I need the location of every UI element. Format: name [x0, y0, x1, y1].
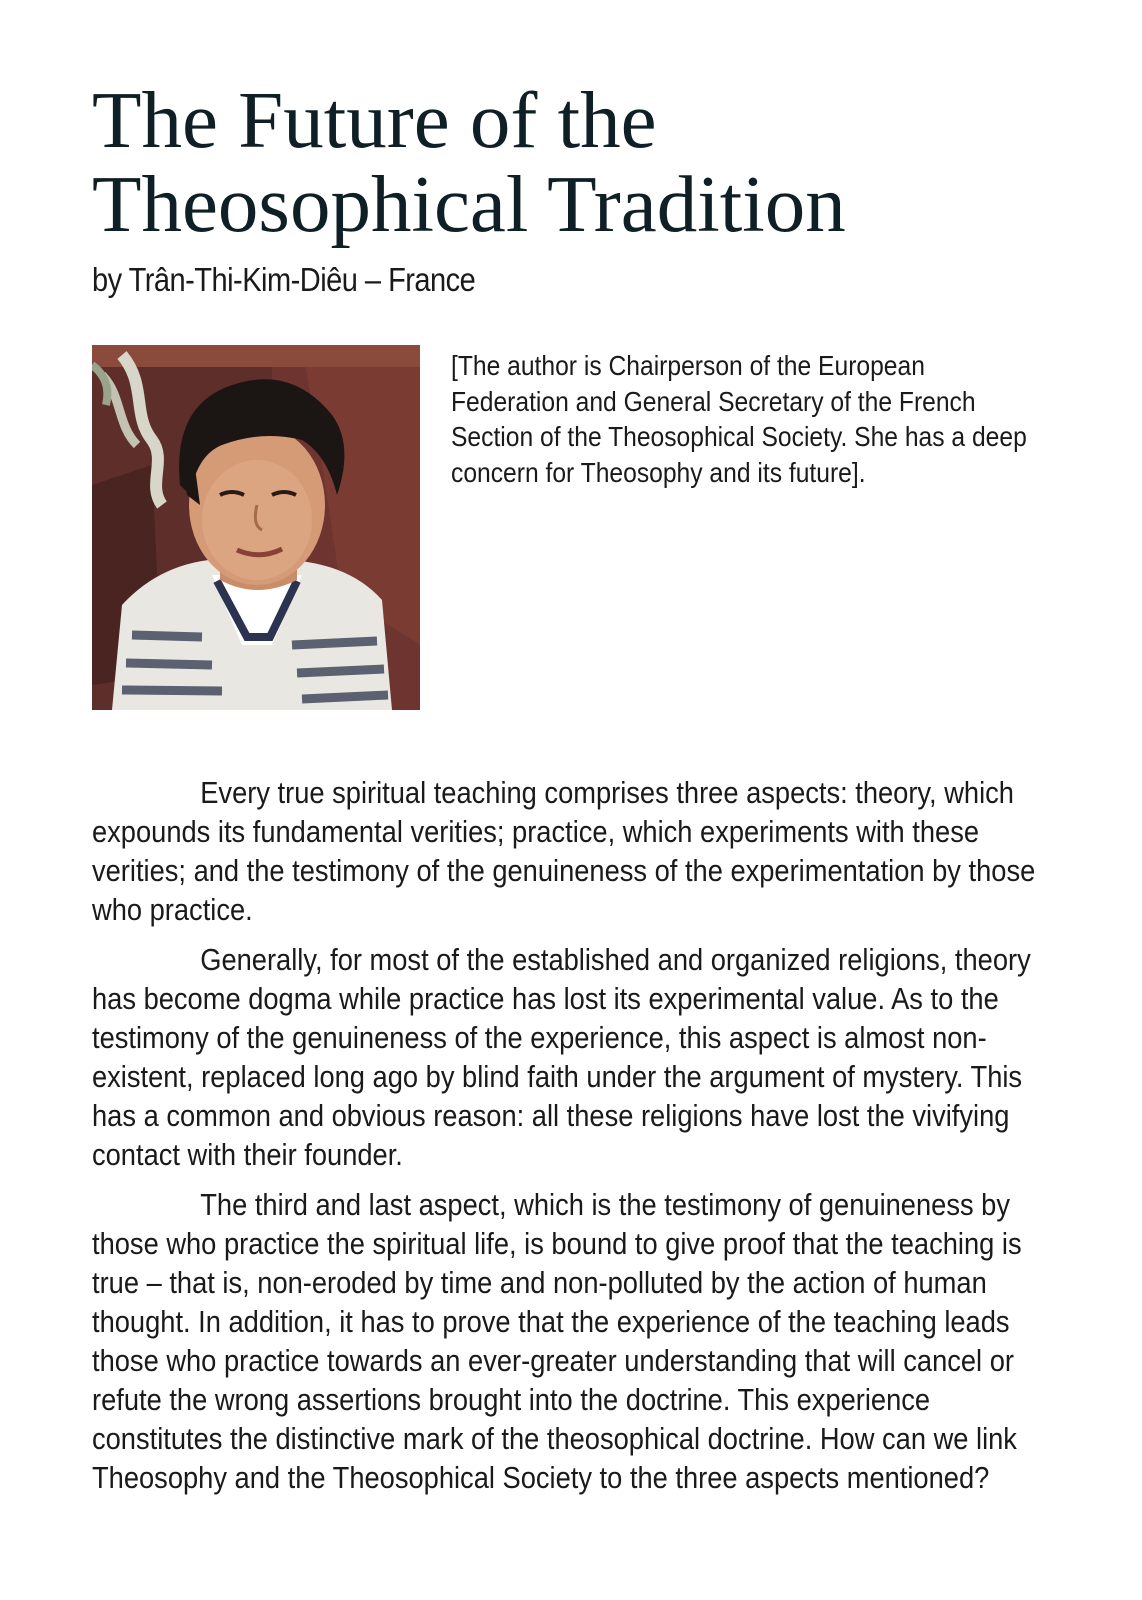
author-byline: by Trân-Thi-Kim-Diêu – France [92, 261, 476, 298]
article-body [92, 773, 1042, 1508]
author-photo [92, 345, 420, 710]
body-paragraph-3: The third and last aspect, which is the testimony of genuineness by those who practice the spiritual life, is bound to give proof that the teaching is true – that is, non-eroded by time and non-polluted by the action of human thought. In addition, it has to prove that the experience of the teaching leads those who practice towards an ever-greater understanding that will cancel or refute the wrong assertions brought into the doctrine. This experience constitutes the distinctive mark of the theosophical doctrine. How can we link Theosophy and the Theosophical Society to the three aspects mentioned? [92, 1187, 1022, 1495]
author-bio: [The author is Chairperson of the European Federation and General Secretary of the French Section of the Theosophical Society. She has a deep concern for Theosophy and its future]. [451, 350, 1027, 488]
body-paragraph-1: Every true spiritual teaching comprises three aspects: theory, which expounds its fundamental verities; practice, which experiments with these verities; and the testimony of the genuineness of the experimentation by those who practice. [92, 775, 1036, 927]
article-title: The Future of the Theosophical Tradition [92, 75, 846, 249]
body-paragraph-2: Generally, for most of the established and organized religions, theory has become dogma while practice has lost its experimental value. As to the testimony of the genuineness of the experience, this aspect is almost non-existent, replaced long ago by blind faith under the argument of mystery. This has a common and obvious reason: all these religions have lost the vivifying contact with their founder. [92, 942, 1031, 1172]
